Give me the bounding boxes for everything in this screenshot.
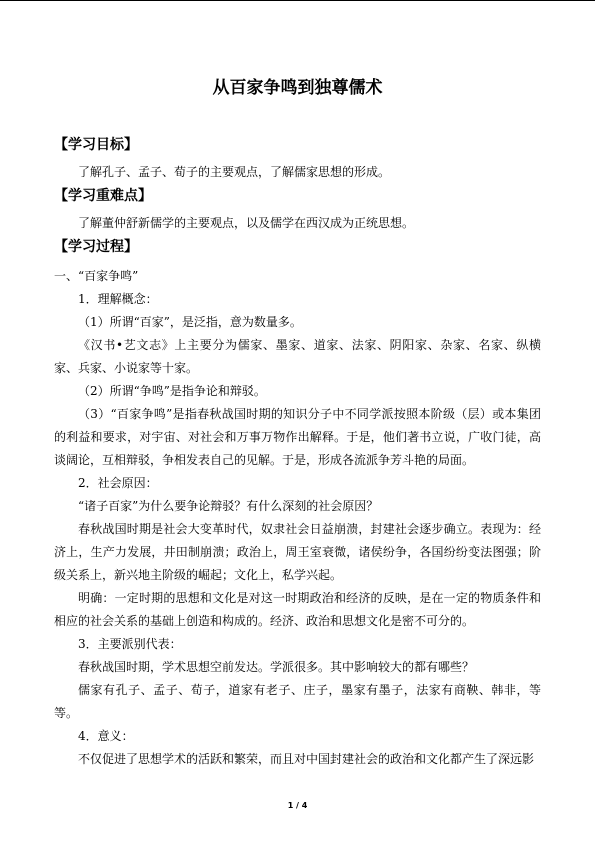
process-paragraph-society: 春秋战国时期是社会大变革时代，奴隶社会日益崩溃，封建社会逐步确立。表现为：经济上，生产力发展，井田制崩溃；政治上，周王室衰微，诸侯纷争，各国纷纷变法图强；阶级关系上，新兴地主阶级的崛起；文化上，私学兴起。 xyxy=(54,522,541,582)
process-paragraph-definition: （3）“百家争鸣”是指春秋战国时期的知识分子中不同学派按照本阶级（层）或本集团的利益和要求，对宇宙、对社会和万事万物作出解释。于是，他们著书立说，广收门徒，高谈阔论，互相辩驳，争相发表自己的见解。于是，形成各流派争芳斗艳的局面。 xyxy=(54,407,541,467)
process-paragraph-schools-question: 春秋战国时期，学术思想空前发达。学派很多。其中影响较大的都有哪些？ xyxy=(78,660,475,674)
process-paragraph-question: “诸子百家”为什么要争论辩驳？有什么深刻的社会原因？ xyxy=(78,499,379,513)
process-heading-hundred-schools: 一、“百家争鸣” xyxy=(54,269,139,283)
document-title: 从百家争鸣到独尊儒术 xyxy=(212,78,383,98)
process-paragraph-representatives: 儒家有孔子、孟子、荀子，道家有老子、庄子，墨家有墨子，法家有商鞅、韩非，等等。 xyxy=(54,683,541,720)
process-subheading-significance: 4．意义： xyxy=(78,729,134,743)
page-number: 1 / 4 xyxy=(287,801,308,810)
process-subheading-causes: 2．社会原因： xyxy=(78,476,158,490)
process-paragraph-clarify: 明确：一定时期的思想和文化是对这一时期政治和经济的反映，是在一定的物质条件和相应的社会关系的基础上创造和构成的。经济、政治和思想文化是密不可分的。 xyxy=(54,591,541,628)
page-top-rule xyxy=(0,0,595,1)
section-heading-goals: 【学习目标】 xyxy=(54,137,138,153)
process-paragraph-significance: 不仅促进了思想学术的活跃和繁荣，而且对中国封建社会的政治和文化都产生了深远影 xyxy=(78,752,535,766)
process-paragraph-hanshu: 《汉书•艺文志》上主要分为儒家、墨家、道家、法家、阴阳家、杂家、名家、纵横家、兵家、小说家等十家。 xyxy=(54,338,541,375)
process-paragraph-hundred: （1）所谓“百家”，是泛指，意为数量多。 xyxy=(78,315,302,329)
section-heading-key-points: 【学习重难点】 xyxy=(54,188,152,204)
key-points-text: 了解董仲舒新儒学的主要观点，以及儒学在西汉成为正统思想。 xyxy=(78,216,415,230)
goals-text: 了解孔子、孟子、荀子的主要观点，了解儒家思想的形成。 xyxy=(78,165,391,179)
process-subheading-concept: 1．理解概念： xyxy=(78,292,158,306)
process-paragraph-contend: （2）所谓“争鸣”是指争论和辩驳。 xyxy=(78,384,266,398)
section-heading-process: 【学习过程】 xyxy=(54,239,138,255)
process-subheading-schools: 3．主要派别代表： xyxy=(78,637,182,651)
